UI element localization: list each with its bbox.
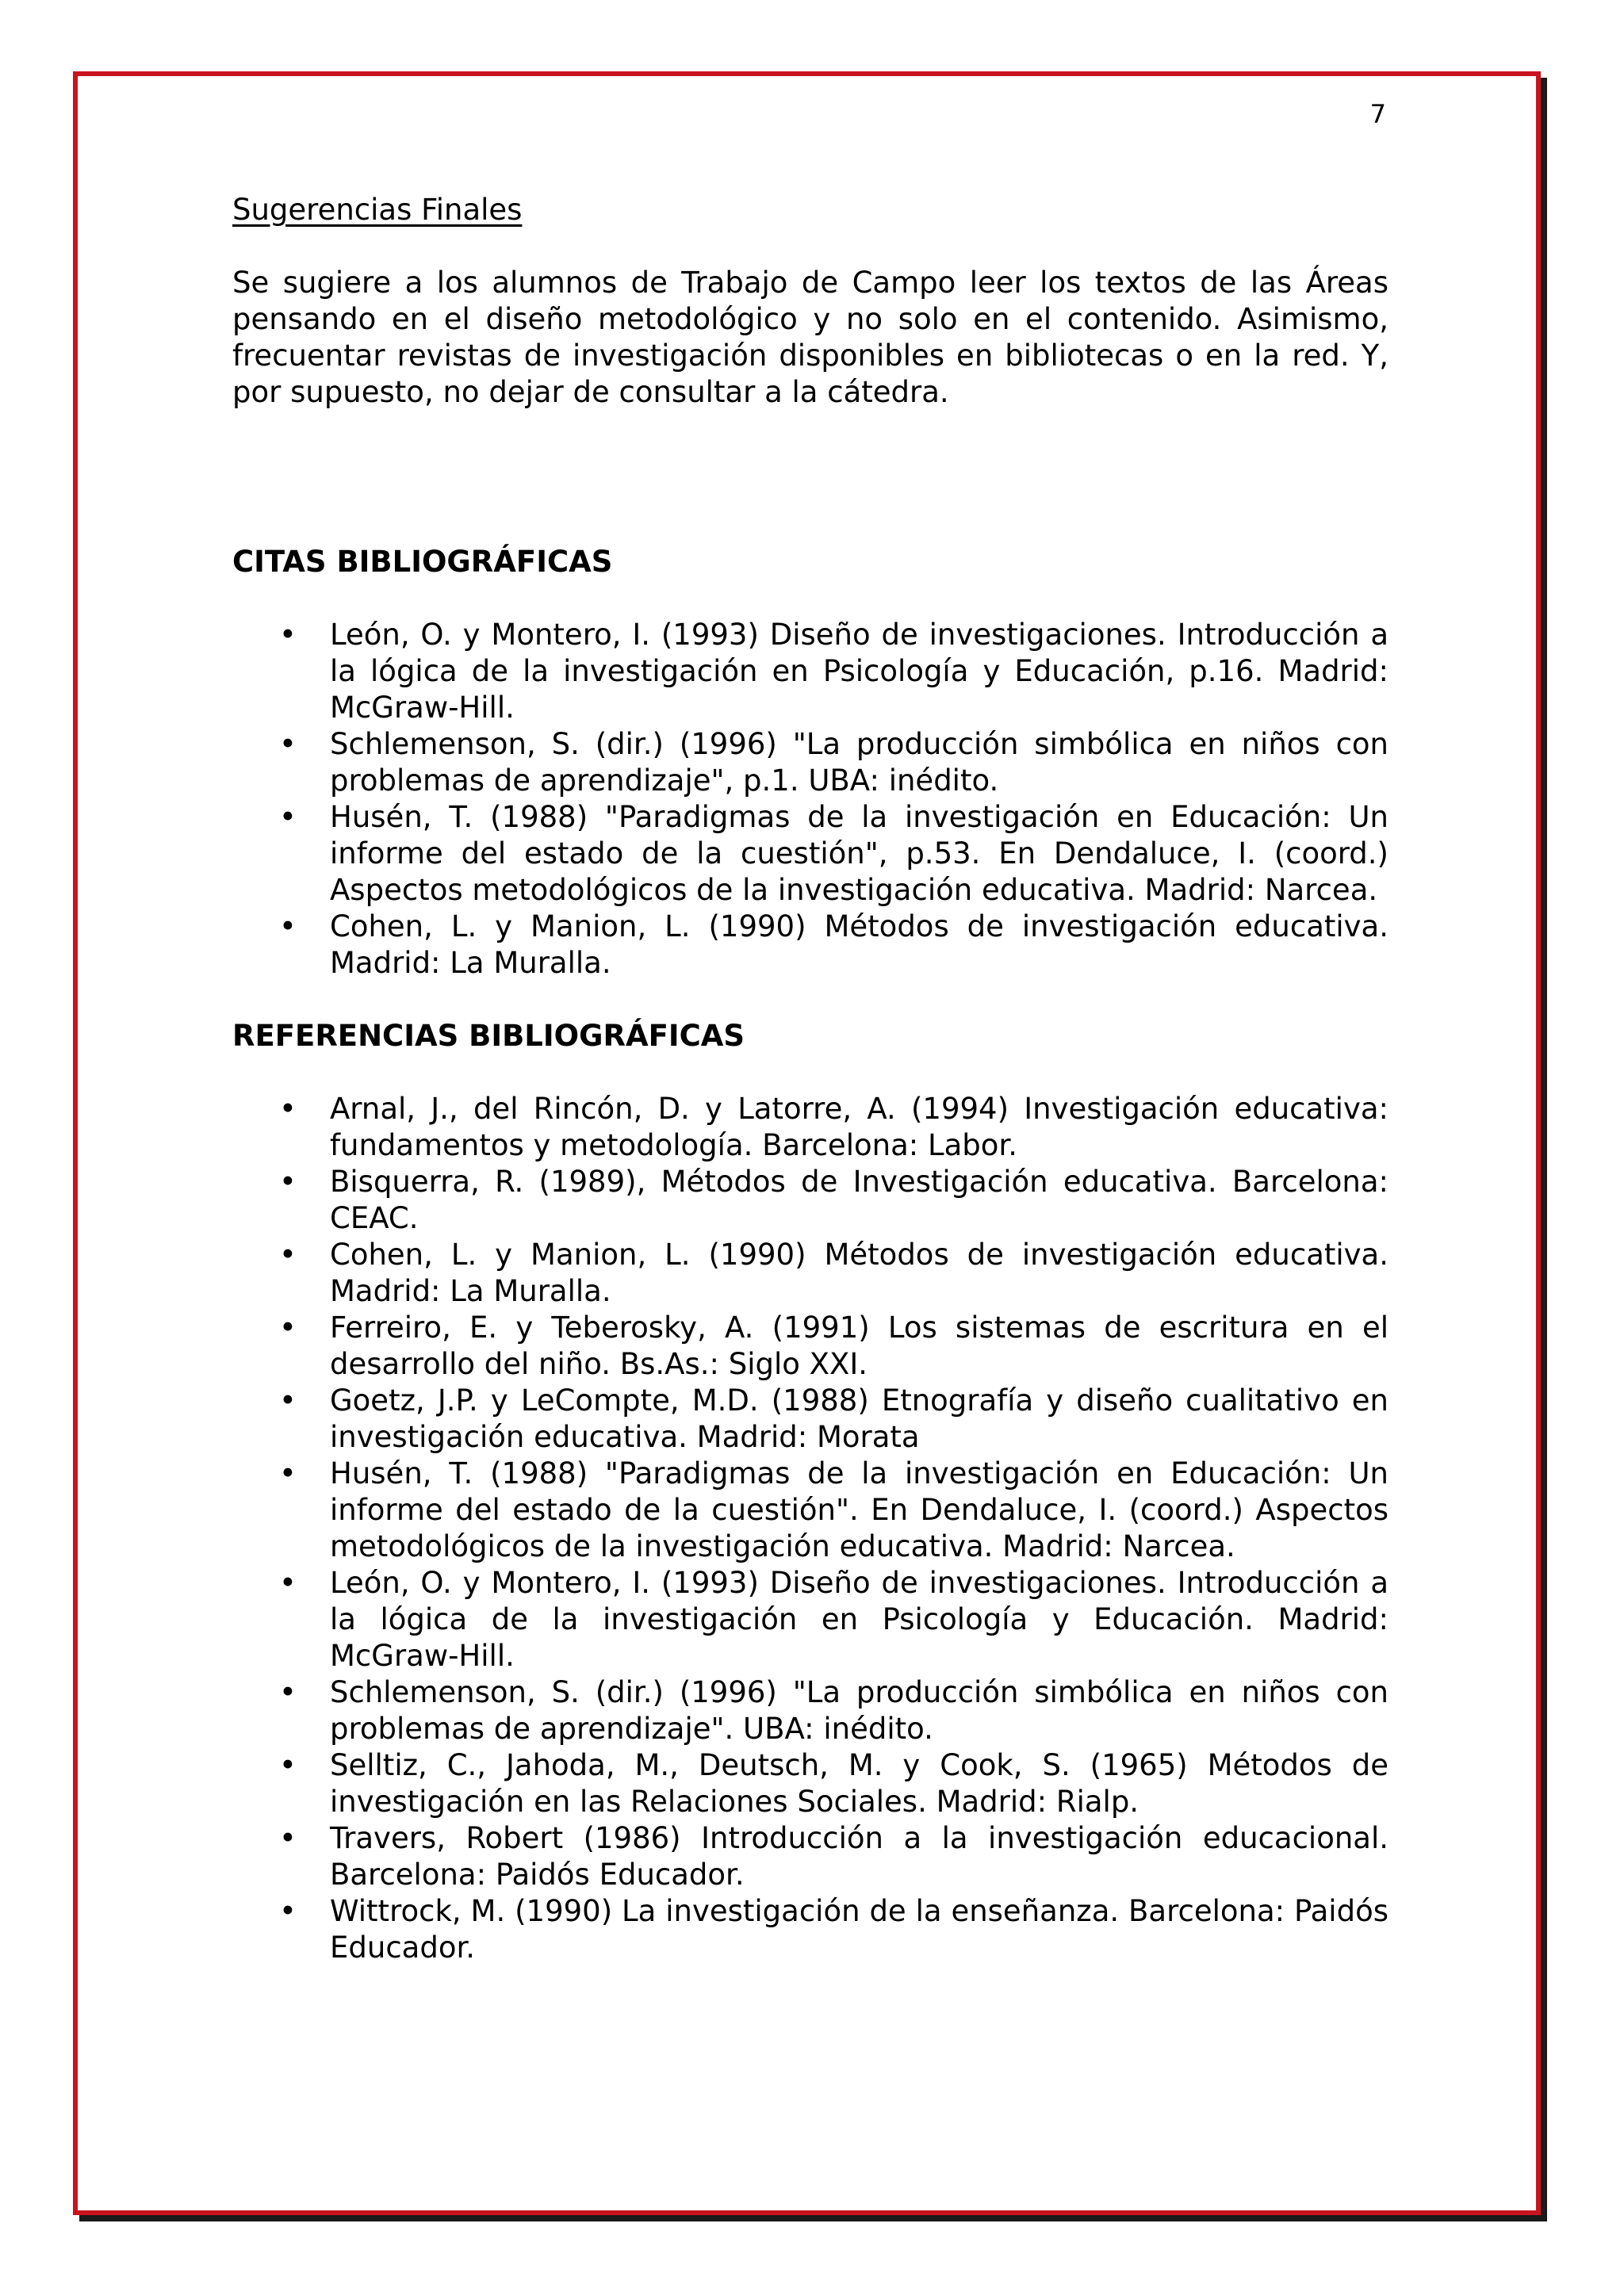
section-spacer	[232, 411, 1388, 544]
referencias-item-text: Wittrock, M. (1990) La investigación de la enseñanza. Barcelona: Paidós Educador.	[330, 1894, 1388, 1965]
bullet-icon: •	[279, 618, 297, 652]
referencias-item-text: Bisquerra, R. (1989), Métodos de Investigación educativa. Barcelona: CEAC.	[330, 1165, 1388, 1235]
referencias-heading: REFERENCIAS BIBLIOGRÁFICAS	[232, 1019, 745, 1053]
bullet-icon: •	[279, 1456, 297, 1490]
referencias-item-text: Husén, T. (1988) "Paradigmas de la investigación en Educación: Un informe del estado de la cuestión". En Dendaluce, I. (coord.) Aspectos metodológicos de la investigación educativa. Madrid: Narcea.	[330, 1456, 1388, 1563]
citas-item	[232, 726, 1388, 799]
bullet-icon: •	[279, 1311, 297, 1345]
referencias-item	[232, 1383, 1388, 1456]
referencias-item	[232, 1674, 1388, 1747]
bullet-icon: •	[279, 1165, 297, 1199]
citas-item	[232, 617, 1388, 726]
citas-item-text: Schlemenson, S. (dir.) (1996) "La producción simbólica en niños con problemas de aprendizaje", p.1. UBA: inédito.	[330, 727, 1388, 798]
sugerencias-paragraph: Se sugiere a los alumnos de Trabajo de Campo leer los textos de las Áreas pensando en el diseño metodológico y no solo en el contenido. Asimismo, frecuentar revistas de investigación disponibles en bibliotecas o en la red. Y, por supuesto, no dejar de consultar a la cátedra.	[232, 266, 1388, 409]
bullet-icon: •	[279, 1566, 297, 1600]
bullet-icon: •	[279, 1675, 297, 1709]
citas-item-text: Husén, T. (1988) "Paradigmas de la investigación en Educación: Un informe del estado de la cuestión", p.53. En Dendaluce, I. (coord.) Aspectos metodológicos de la investigación educativa. Madrid: Narcea.	[330, 800, 1388, 907]
referencias-item-text: Schlemenson, S. (dir.) (1996) "La producción simbólica en niños con problemas de aprendizaje". UBA: inédito.	[330, 1675, 1388, 1746]
referencias-item	[232, 1747, 1388, 1820]
referencias-item-text: Selltiz, C., Jahoda, M., Deutsch, M. y Cook, S. (1965) Métodos de investigación en las Relaciones Sociales. Madrid: Rialp.	[330, 1748, 1388, 1819]
referencias-item	[232, 1164, 1388, 1237]
bullet-icon: •	[279, 1238, 297, 1272]
bullet-icon: •	[279, 909, 297, 943]
referencias-item-text: Arnal, J., del Rincón, D. y Latorre, A. (1994) Investigación educativa: fundamentos y metodología. Barcelona: Labor.	[330, 1092, 1388, 1162]
referencias-item-text: León, O. y Montero, I. (1993) Diseño de investigaciones. Introducción a la lógica de la investigación en Psicología y Educación. Madrid: McGraw-Hill.	[330, 1566, 1388, 1673]
referencias-item	[232, 1091, 1388, 1164]
bullet-icon: •	[279, 1383, 297, 1418]
referencias-item-text: Ferreiro, E. y Teberosky, A. (1991) Los sistemas de escritura en el desarrollo del niño. Bs.As.: Siglo XXI.	[330, 1311, 1388, 1381]
referencias-list	[232, 1091, 1388, 1966]
referencias-item	[232, 1456, 1388, 1565]
referencias-item	[232, 1820, 1388, 1893]
bullet-icon: •	[279, 1821, 297, 1855]
bullet-icon: •	[279, 727, 297, 761]
bullet-icon: •	[279, 1092, 297, 1126]
citas-heading: CITAS BIBLIOGRÁFICAS	[232, 545, 613, 579]
referencias-item-text: Goetz, J.P. y LeCompte, M.D. (1988) Etnografía y diseño cualitativo en investigación educativa. Madrid: Morata	[330, 1383, 1388, 1454]
bullet-icon: •	[279, 800, 297, 834]
referencias-item	[232, 1565, 1388, 1674]
bullet-icon: •	[279, 1894, 297, 1928]
referencias-item	[232, 1237, 1388, 1310]
citas-item-text: León, O. y Montero, I. (1993) Diseño de investigaciones. Introducción a la lógica de la investigación en Psicología y Educación, p.16. Madrid: McGraw-Hill.	[330, 618, 1388, 725]
citas-item	[232, 909, 1388, 982]
sugerencias-title: Sugerencias Finales	[232, 193, 523, 227]
referencias-item	[232, 1893, 1388, 1966]
referencias-item	[232, 1310, 1388, 1383]
bullet-icon: •	[279, 1748, 297, 1782]
referencias-item-text: Travers, Robert (1986) Introducción a la investigación educacional. Barcelona: Paidós Educador.	[330, 1821, 1388, 1892]
document-body	[232, 192, 1388, 2003]
page-number: 7	[1369, 99, 1386, 129]
citas-list	[232, 617, 1388, 982]
referencias-item-text: Cohen, L. y Manion, L. (1990) Métodos de investigación educativa. Madrid: La Muralla.	[330, 1238, 1388, 1308]
citas-item-text: Cohen, L. y Manion, L. (1990) Métodos de investigación educativa. Madrid: La Muralla.	[330, 909, 1388, 980]
citas-item	[232, 799, 1388, 909]
